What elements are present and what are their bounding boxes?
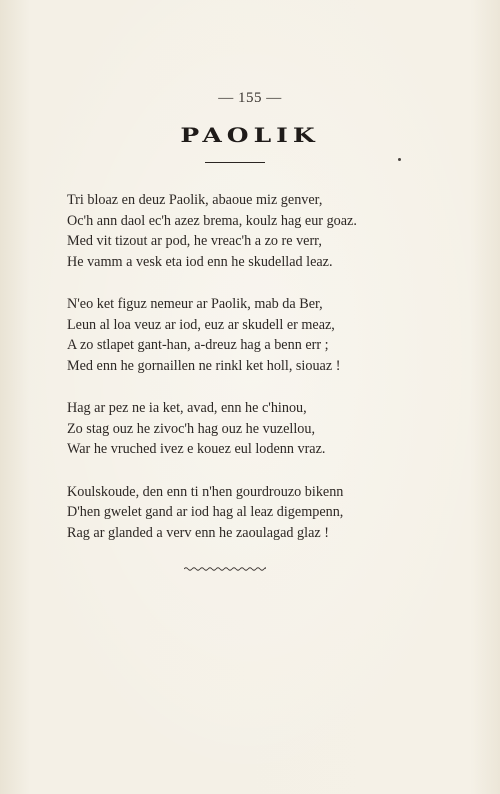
- poem-line: A zo stlapet gant-han, a-dreuz hag a benn err ;: [67, 337, 329, 353]
- poem-line: War he vruched ivez e kouez eul lodenn vraz.: [67, 441, 326, 457]
- poem-body: [67, 190, 467, 565]
- poem-line: Hag ar pez ne ia ket, avad, enn he c'hinou,: [67, 400, 307, 416]
- poem-line: Oc'h ann daol ec'h azez brema, koulz hag eur goaz.: [67, 212, 357, 229]
- poem-line: Zo stag ouz he zivoc'h hag ouz he vuzellou,: [67, 420, 315, 437]
- title-underline-rule: [205, 162, 265, 163]
- poem-line: Koulskoude, den enn ti n'hen gourdrouzo bikenn: [67, 483, 344, 500]
- stanza-4: [67, 482, 467, 544]
- poem-line: Rag ar glanded a verv enn he zaoulagad glaz !: [67, 524, 329, 541]
- stanza-1: [67, 190, 467, 272]
- paper-speck: [398, 158, 401, 161]
- stanza-3: [67, 398, 467, 460]
- poem-line: D'hen gwelet gand ar iod hag al leaz digempenn,: [67, 504, 344, 520]
- poem-line: Leun al loa veuz ar iod, euz ar skudell er meaz,: [67, 316, 335, 333]
- stanza-2: [67, 294, 467, 376]
- page-number: — 155 —: [218, 90, 282, 106]
- poem-line: Tri bloaz en deuz Paolik, abaoue miz genver,: [67, 192, 323, 208]
- poem-line: He vamm a vesk eta iod enn he skudellad leaz.: [67, 253, 333, 270]
- poem-title: PAOLIK: [180, 124, 320, 147]
- end-ornament: [184, 566, 266, 572]
- poem-line: Med enn he gornaillen ne rinkl ket holl, siouaz !: [67, 357, 341, 374]
- poem-line: N'eo ket figuz nemeur ar Paolik, mab da Ber,: [67, 296, 323, 312]
- poem-line: Med vit tizout ar pod, he vreac'h a zo re verr,: [67, 233, 322, 249]
